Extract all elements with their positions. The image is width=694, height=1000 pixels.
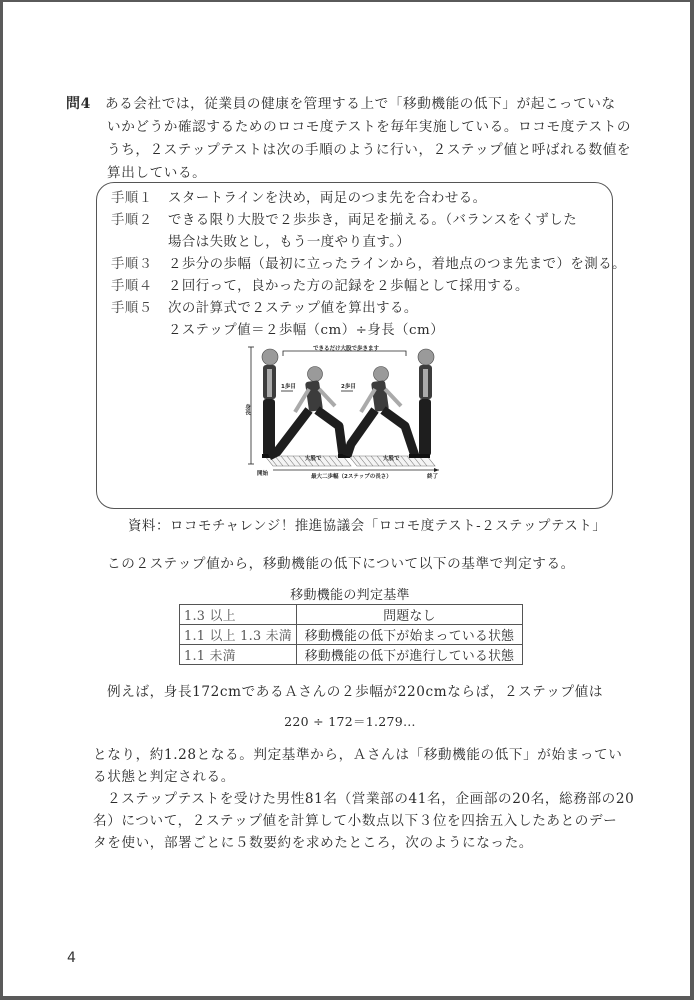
closing-line-1: ２ステップテストを受けた男性81名（営業部の41名，企画部の20名，総務部の20 <box>107 791 635 807</box>
figure-start-label: 開始 <box>257 471 269 477</box>
closing-line-2: 名）について，２ステップ値を計算して小数点以下３位を四捨五入したあとのデー <box>93 813 618 829</box>
figure-bottom-caption: 最大二歩幅（2ステップの長さ） <box>311 474 392 480</box>
step-2-continued: 場合は失敗とし，もう一度やり直す。） <box>168 235 411 250</box>
figure-step1-label: 1歩目 <box>281 384 296 390</box>
criteria-intro: この２ステップ値から，移動機能の低下について以下の基準で判定する。 <box>107 556 575 572</box>
question-intro-line-2: いかどうか確認するためのロコモ度テストを毎年実施している。ロコモ度テストの <box>107 119 632 135</box>
figure-stride2-label: 大股で <box>383 456 400 462</box>
closing-line-3: タを使い，部署ごとに５数要約を求めたところ，次のようになった。 <box>93 835 534 851</box>
question-intro-line-1: 問4 ある会社では，従業員の健康を管理する上で「移動機能の低下」が起こっていな <box>66 96 616 112</box>
step-2: 手順２ できる限り大股で２歩歩き，両足を揃える。（バランスをくずした <box>111 210 577 232</box>
question-intro-line-4: 算出している。 <box>107 165 207 181</box>
step-5-formula: ２ステップ値＝２歩幅（cm）÷身長（cm） <box>168 323 445 338</box>
criteria-range: 1.1 未満 <box>180 645 297 665</box>
example-line-3: る状態と判定される。 <box>93 769 235 785</box>
two-step-test-illustration <box>243 344 443 479</box>
figure-height-label: 身長 <box>244 404 250 415</box>
table-row <box>180 605 523 625</box>
criteria-range: 1.1 以上 1.3 未満 <box>180 625 297 645</box>
criteria-judgement: 問題なし <box>297 605 523 625</box>
figure-end-label: 終了 <box>427 474 439 480</box>
figure-top-caption: できるだけ大股で歩きます <box>313 346 380 352</box>
example-formula: 220 ÷ 172＝1.279… <box>284 714 416 729</box>
criteria-judgement: 移動機能の低下が進行している状態 <box>297 645 523 665</box>
step-4: 手順４ ２回行って，良かった方の記録を２歩幅として採用する。 <box>111 276 529 298</box>
step-label: 手順１ <box>111 191 153 206</box>
walking-figures-icon <box>243 344 443 479</box>
criteria-table-title: 移動機能の判定基準 <box>290 588 410 603</box>
figure-source: 資料：ロコモチャレンジ！推進協議会「ロコモ度テスト-２ステップテスト」 <box>128 519 607 534</box>
example-line-2: となり，約1.28となる。判定基準から，Ａさんは「移動機能の低下」が始まってい <box>93 747 623 763</box>
step-label: 手順２ <box>111 213 153 228</box>
table-row <box>180 645 523 665</box>
table-row <box>180 625 523 645</box>
criteria-judgement: 移動機能の低下が始まっている状態 <box>297 625 523 645</box>
criteria-range: 1.3 以上 <box>180 605 297 625</box>
step-5: 手順５ 次の計算式で２ステップ値を算出する。 <box>111 298 418 320</box>
step-1: 手順１ スタートラインを決め，両足のつま先を合わせる。 <box>111 188 487 210</box>
step-3: 手順３ ２歩分の歩幅（最初に立ったラインから，着地点のつま先まで）を測る。 <box>111 254 626 276</box>
criteria-table <box>179 604 523 665</box>
step-label: 手順５ <box>111 301 153 316</box>
question-label: 問4 <box>66 96 91 112</box>
figure-stride1-label: 大股で <box>305 456 322 462</box>
example-line-1: 例えば，身長172cmであるＡさんの２歩幅が220cmならば，２ステップ値は <box>107 684 604 700</box>
question-intro-line-3: うち，２ステップテストは次の手順のように行い，２ステップ値と呼ばれる数値を <box>107 142 632 158</box>
step-label: 手順４ <box>111 279 153 294</box>
figure-step2-label: 2歩目 <box>341 384 356 390</box>
step-label: 手順３ <box>111 257 153 272</box>
page-number: 4 <box>67 950 76 966</box>
